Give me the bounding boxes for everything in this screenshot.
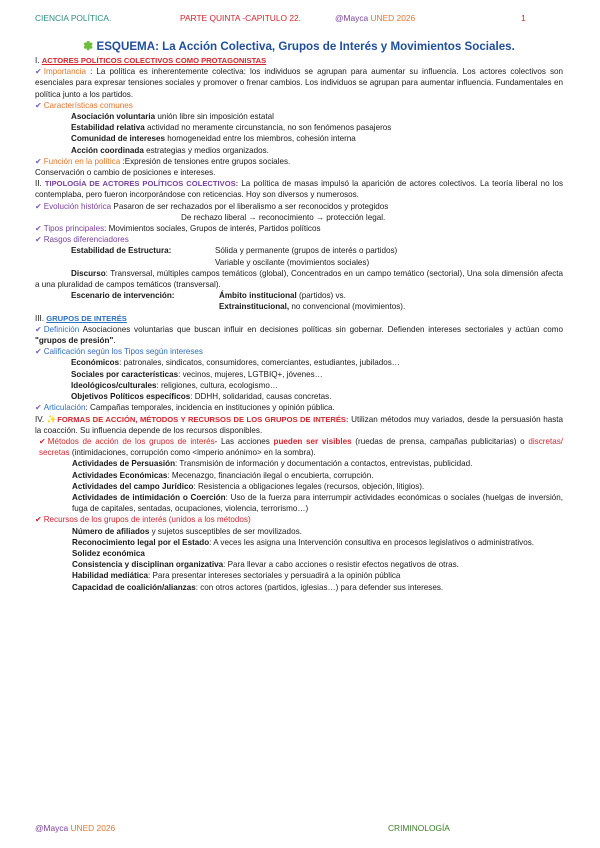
item-key: Sociales por características xyxy=(71,369,179,379)
check-icon: ✔ xyxy=(35,156,42,166)
item-value: : Para llevar a cabo acciones o resistir efectos negativos de otras. xyxy=(223,560,459,570)
list-item xyxy=(35,582,563,593)
section-4-paragraph xyxy=(35,414,563,436)
item-value: unión libre sin imposición estatal xyxy=(155,112,274,122)
item-key: Actividades de Persuasión xyxy=(72,459,176,469)
item-key: Reconocimiento legal por el Estado xyxy=(72,537,210,547)
caracteristicas-label: Características comunes xyxy=(43,100,133,110)
section-3-label: GRUPOS DE INTERÉS xyxy=(46,313,127,323)
check-icon: ✔ xyxy=(35,403,42,413)
sparkle-icon: ✨ xyxy=(46,414,58,424)
metodos-text-3: (intimidaciones, corrupción como <imperio anónimo> en la sombra). xyxy=(69,448,316,458)
page-title xyxy=(35,38,563,55)
importancia-paragraph xyxy=(35,66,563,100)
list-item xyxy=(35,548,563,559)
section-4-label: FORMAS DE ACCIÓN, MÉTODOS Y RECURSOS DE LOS GRUPOS DE INTERÉS: xyxy=(57,414,349,424)
estabilidad-block xyxy=(35,245,563,267)
item-value: : Resistencia a obligaciones legales (recursos, objeción, litigios). xyxy=(193,481,425,491)
item-value: y sujetos susceptibles de ser movilizados. xyxy=(149,526,302,536)
list-item xyxy=(35,470,563,481)
escenario-a-value: (partidos) vs. xyxy=(296,291,346,301)
page-number: 1 xyxy=(521,13,526,23)
evolucion-label: Evolución histórica xyxy=(43,201,112,211)
list-item xyxy=(35,537,563,548)
check-icon: ✔ xyxy=(35,67,42,77)
list-item xyxy=(35,122,563,133)
escenario-key: Escenario de intervención: xyxy=(71,291,175,301)
section-4-text: Utilizan métodos muy variados, desde la persuasión hasta la coacción. Su influencia depende de los recursos disponibles. xyxy=(35,414,564,435)
item-value: : DDHH, solidaridad, causas concretas. xyxy=(190,392,332,402)
list-item xyxy=(35,133,563,144)
section-2-text: La política de masas impulsó la aparición de actores colectivos. La teoría liberal no los contemplaba, pero fueron incorporándose con reticencias. Hoy son diversos y numerosos. xyxy=(35,179,564,200)
section-3-heading xyxy=(35,313,563,324)
discurso-paragraph xyxy=(35,268,563,290)
section-2-paragraph xyxy=(35,178,563,200)
caracteristicas-heading xyxy=(35,100,563,111)
item-key: Acción coordinada xyxy=(71,145,144,155)
footer-subject: CRIMINOLOGÍA xyxy=(388,823,450,833)
rasgos-heading xyxy=(35,234,563,245)
evolucion-text: Pasaron de ser rechazados por el liberalismo a ser reconocidos y protegidos xyxy=(111,201,389,211)
escenario-b-key: Extrainstitucional, xyxy=(219,302,290,312)
check-icon: ✔ xyxy=(35,347,42,357)
funcion-label: Función en la política xyxy=(43,156,121,166)
metodos-text-2: (ruedas de prensa, campañas publicitarias) o xyxy=(351,436,529,446)
list-item xyxy=(35,559,563,570)
funcion-text: :Expresión de tensiones entre grupos sociales. xyxy=(120,156,291,166)
discurso-key: Discurso xyxy=(71,268,106,278)
check-icon: ✔ xyxy=(35,201,42,211)
check-icon: ✔ xyxy=(35,515,42,525)
item-key: Ideológicos/culturales xyxy=(71,380,157,390)
metodos-text-1: - Las acciones xyxy=(214,436,274,446)
item-key: Consistencia y disciplinan organizativa xyxy=(72,560,224,570)
tipos-text: : Movimientos sociales, Grupos de interés, Partidos políticos xyxy=(104,224,321,234)
item-key: Objetivos Políticos específicos xyxy=(71,392,191,402)
importancia-label: Importancia xyxy=(43,67,86,77)
evolucion-paragraph xyxy=(35,201,563,212)
escenario-block xyxy=(35,290,563,312)
list-item xyxy=(35,369,563,380)
page-footer xyxy=(0,823,600,835)
header-handle: @Mayca xyxy=(335,13,371,23)
item-key: Actividades de intimidación o Coerción xyxy=(72,492,226,502)
escenario-a-key: Ámbito institucional xyxy=(219,291,297,301)
clover-icon: ✽ xyxy=(83,39,94,53)
item-key: Actividades Económicas xyxy=(72,470,168,480)
list-item xyxy=(35,492,563,514)
item-key: Comunidad de intereses xyxy=(71,134,165,144)
section-4-number: IV. xyxy=(35,414,45,424)
footer-uned: UNED 2026 xyxy=(70,823,116,833)
item-value: : con otros actores (partidos, iglesias…) para defender sus intereses. xyxy=(195,582,444,592)
recursos-heading xyxy=(35,514,563,525)
list-item xyxy=(35,458,563,469)
check-icon: ✔ xyxy=(35,324,42,334)
item-value: estrategias y medios organizados. xyxy=(143,145,269,155)
list-item xyxy=(35,570,563,581)
item-key: Económicos xyxy=(71,358,120,368)
importancia-text: : La política es inherentemente colectiva: los individuos se agrupan para aumentar su influencia. Los actores colectivos son esenciales para expresar tensiones sociales y promover o frenar cambios. Los individuos se agrupan para aumentar influencia. Fundamentales en política junto a los partidos. xyxy=(35,67,563,99)
item-value: : religiones, cultura, ecologismo… xyxy=(156,380,278,390)
metodos-visibles: pueden ser visibles xyxy=(273,436,352,446)
metodos-label: Métodos de acción de los grupos de interés xyxy=(47,436,215,446)
section-1-number: I. xyxy=(35,56,40,65)
estabilidad-value-1: Sólida y permanente (grupos de interés o partidos) xyxy=(215,246,398,256)
tipos-paragraph xyxy=(35,223,563,234)
metodos-paragraph xyxy=(35,436,563,458)
check-icon: ✔ xyxy=(39,436,46,446)
section-2-label: TIPOLOGÍA DE ACTORES POLÍTICOS COLECTIVOS: xyxy=(44,179,239,189)
articulacion-paragraph xyxy=(35,402,563,413)
funcion-text-2: Conservación o cambio de posiciones e intereses. xyxy=(35,168,216,178)
discurso-value: : Transversal, múltiples campos temáticos (global), Concentrados en un campo temático (sectorial), Una sola dimensión afecta a una pluralidad de campos temáticos (transversal). xyxy=(35,268,563,290)
calificacion-label: Calificación según los Tipos según intereses xyxy=(43,347,203,357)
definicion-paragraph xyxy=(35,324,563,346)
item-value: : Uso de la fuerza para interrumpir actividades económicas o sociales (huelgas de inversión, fuga de capitales, sentadas, ocupaciones, violencia, terrorismo…) xyxy=(72,492,563,514)
header-uned: UNED 2026 xyxy=(370,13,416,23)
metodos-discretas: discretas/ secretas xyxy=(39,436,564,458)
item-key: Número de afiliados xyxy=(72,526,150,536)
definicion-end: . xyxy=(113,336,116,346)
recursos-label: Recursos de los grupos de interés (unidos a los métodos) xyxy=(43,515,251,525)
rasgos-label: Rasgos diferenciadores xyxy=(43,235,129,245)
escenario-b-value: no convencional (movimientos). xyxy=(289,302,406,312)
list-item xyxy=(35,526,563,537)
item-value: : A veces les asigna una Intervención consultiva en procesos legislativos o administrativos. xyxy=(209,537,534,547)
articulacion-text: : Campañas temporales, incidencia en instituciones y opinión pública. xyxy=(85,403,335,413)
evolucion-text-2: De rechazo liberal → reconocimiento → protección legal. xyxy=(181,212,386,222)
item-value: : Transmisión de información y documentación a contactos, entrevistas, publicidad. xyxy=(175,459,473,469)
item-key: Habilidad mediática xyxy=(72,571,149,581)
check-icon: ✔ xyxy=(35,224,42,234)
title-text: ESQUEMA: La Acción Colectiva, Grupos de Interés y Movimientos Sociales. xyxy=(96,40,515,53)
header-part: PARTE QUINTA -CAPITULO 22. xyxy=(180,13,301,23)
section-1-heading xyxy=(35,55,563,66)
footer-author xyxy=(35,823,115,833)
check-icon: ✔ xyxy=(35,235,42,245)
estabilidad-key: Estabilidad de Estructura: xyxy=(71,246,172,256)
articulacion-label: Articulación xyxy=(43,403,86,413)
list-item xyxy=(35,380,563,391)
item-key: Estabilidad relativa xyxy=(71,123,145,133)
item-key: Capacidad de coalición/alianzas xyxy=(72,582,196,592)
list-item xyxy=(35,145,563,156)
section-1-label: ACTORES POLÍTICOS COLECTIVOS COMO PROTAGONISTAS xyxy=(41,56,267,65)
list-item xyxy=(35,357,563,368)
list-item xyxy=(35,481,563,492)
funcion-paragraph xyxy=(35,156,563,167)
header-author xyxy=(335,13,415,23)
item-value: : Para presentar intereses sectoriales y persuadirá a la opinión pública xyxy=(148,571,401,581)
definicion-text: Asociaciones voluntarias que buscan influir en decisiones políticas sin gobernar. Defienden intereses sectoriales y actúan como xyxy=(79,324,563,334)
item-value: : Mecenazgo, financiación ilegal o encubierta, corrupción. xyxy=(167,470,374,480)
footer-handle: @Mayca xyxy=(35,823,71,833)
definicion-label: Definición xyxy=(43,324,80,334)
document-body xyxy=(35,38,563,593)
header-subject: CIENCIA POLÍTICA. xyxy=(35,13,112,23)
list-item xyxy=(35,391,563,402)
calificacion-heading xyxy=(35,346,563,357)
section-3-number: III. xyxy=(35,313,44,323)
check-icon: ✔ xyxy=(35,100,42,110)
section-2-number: II. xyxy=(35,179,42,189)
item-key: Actividades del campo Jurídico xyxy=(72,481,194,491)
item-key: Solidez económica xyxy=(72,548,145,558)
tipos-label: Tipos principales xyxy=(43,224,105,234)
estabilidad-value-2: Variable y oscilante (movimientos sociales) xyxy=(215,257,370,267)
item-value: : vecinos, mujeres, LGTBIQ+, jóvenes… xyxy=(178,369,323,379)
item-value: homogeneidad entre los miembros, cohesión interna xyxy=(165,134,356,144)
list-item xyxy=(35,111,563,122)
item-key: Asociación voluntaria xyxy=(71,112,156,122)
item-value: actividad no meramente circunstancia, no son fenómenos pasajeros xyxy=(144,123,392,133)
page-header xyxy=(0,13,600,27)
item-value: : patronales, sindicatos, consumidores, comerciantes, estudiantes, jubilados… xyxy=(119,358,400,368)
definicion-bold: "grupos de presión" xyxy=(35,336,114,346)
